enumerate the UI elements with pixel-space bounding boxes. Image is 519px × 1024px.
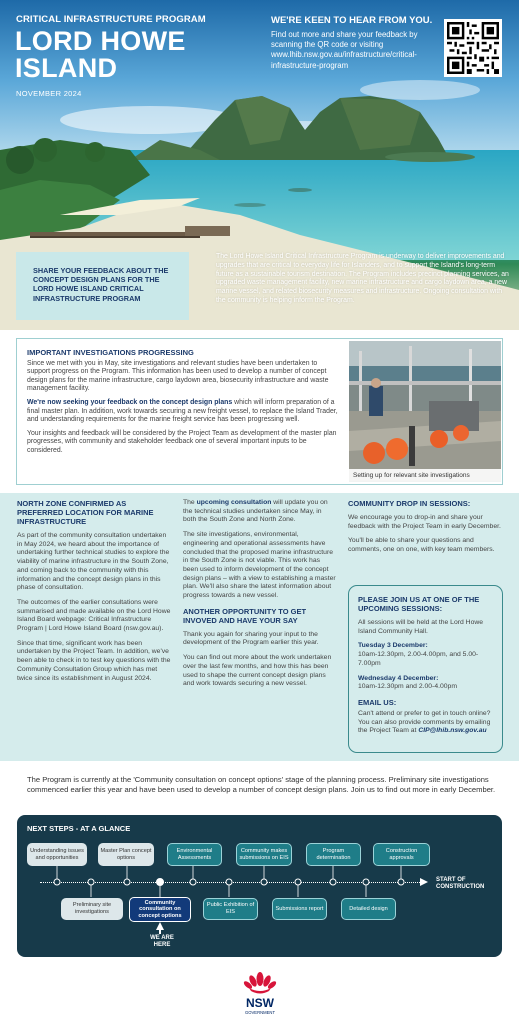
north-zone-p2: The outcomes of the earlier consultations were summarised and made available on the Lord Howe Island Board webpage: Critical Infrastructure Program | Lord Howe Island Board (nsw.gov.au). — [17, 598, 171, 633]
timeline-dot-current — [157, 879, 164, 886]
timeline-dot — [124, 879, 130, 885]
consultation-p3: Thank you again for sharing your input to the development of the Program earlier this year. — [183, 630, 319, 647]
step-community-submissions: Community makes submissions on EIS — [236, 843, 292, 866]
start-line-1: START OF — [436, 877, 466, 883]
start-of-construction — [436, 877, 484, 891]
intro-paragraph: The Lord Howe Island Critical Infrastructure Program is underway to deliver improvements and upgrades that are critical to everyday life for Islanders, and to support the Island's long-term future as a sustainable tourism destination. The Program includes precinct planning services, an upgraded waste management facility, new marine infrastructure and cargo laydown area, a new marine vessel, and related biosecurity measures and infrastructure. Ongoing consultation with the community is helping inform the Program. — [216, 253, 509, 304]
email-heading: EMAIL US: — [358, 697, 397, 707]
feedback-callout-text: SHARE YOUR FEEDBACK ABOUT THE CONCEPT DESIGN PLANS FOR THE LORD HOWE ISLAND CRITICAL INFRASTRUCTURE PROGRAM — [33, 266, 169, 303]
nsw-wordmark: NSW — [246, 996, 274, 1010]
government-wordmark: GOVERNMENT — [244, 1010, 276, 1015]
investigations-p2-rest: which will inform preparation of a final master plan. In addition, work towards securing a new freight vessel, to replace the Island Trader, and understanding requirements for the marine freight service has been progressing well. — [27, 398, 338, 424]
north-zone-p3: Since that time, significant work has been undertaken by the Project Team. In addition, we've been able to check in to test key questions with the Community Consultation Group which has met twice since its establishment in August 2024. — [17, 639, 171, 682]
email-text-body: Can't attend or prefer to get in touch online? You can also provide comments by emailing the Project Team at — [358, 709, 491, 735]
timeline-dot — [190, 879, 196, 885]
program-label: CRITICAL INFRASTRUCTURE PROGRAM — [16, 14, 206, 25]
step-determination: Program determination — [306, 843, 361, 866]
investigations-heading: IMPORTANT INVESTIGATIONS PROGRESSING — [27, 348, 194, 357]
investigations-p3: Your insights and feedback will be considered by the Project Team as development of the master plan progresses, with community and stakeholder feedback one of several important inputs to be considered. — [27, 429, 337, 454]
drop-in-heading: COMMUNITY DROP IN SESSIONS: — [348, 499, 471, 508]
timeline-dot — [88, 879, 94, 885]
north-zone-p1: As part of the community consultation undertaken in May 2024, we heard about the importance of undertaking further technical studies to explore the viability of marine infrastructure in the South Zone, and coming back to the community with this information and the concept design plans in this phase of consultation. — [17, 532, 170, 592]
consultation-p2: The site investigations, environmental, engineering and operational assessments have concluded that the proposed marine infrastructure in the South Zone is not viable. This work has been used to inform development of the concept design plans – with a view to establishing a master plan. We'll also share the latest information about progress towards a new vessel. — [183, 531, 336, 600]
nsw-government-logo — [235, 970, 285, 1018]
drop-in-p2: You'll be able to share your questions and comments, one on one, with key team members. — [348, 537, 495, 554]
title-line-1: LORD HOWE — [15, 26, 186, 56]
wednesday-times: 10am-12.30pm and 2.00-4.00pm — [358, 683, 457, 691]
photo-caption: Setting up for relevant site investigations — [349, 469, 501, 482]
wednesday-label: Wednesday 4 December: — [358, 674, 439, 682]
timeline-dot — [295, 879, 301, 885]
timeline-arrow-icon — [420, 878, 428, 886]
consultation-p1-post: will update you on the technical studies undertaken since May, in both the South Zone and North Zone. — [183, 499, 328, 524]
timeline-dot — [261, 879, 267, 885]
program-status-text: The Program is currently at the 'Community consultation on concept options' stage of the planning process. Preliminary site investigations commenced earlier this year and have been used to develop a number of concept design plans. Join us to find out more in early December. — [27, 775, 496, 794]
timeline-dot — [398, 879, 404, 885]
tuesday-times: 10am-12.30pm, 2.00-4.00pm, and 5.00-7.00pm — [358, 651, 479, 667]
publication-date: NOVEMBER 2024 — [16, 89, 82, 98]
timeline-dot — [54, 879, 60, 885]
keen-body: Find out more and share your feedback by scanning the QR code or visiting www.lhib.nsw.gov.au/infrastructure/critical-infrastructure-program — [271, 30, 418, 70]
step-public-exhibition: Public Exhibition of EIS — [203, 898, 258, 920]
step-detailed-design: Detailed design — [341, 898, 396, 920]
step-understanding: Understanding issues and opportunities — [27, 843, 87, 866]
timeline-dot — [363, 879, 369, 885]
next-steps-title: NEXT STEPS - AT A GLANCE — [27, 824, 131, 833]
sessions-heading: PLEASE JOIN US AT ONE OF THE UPCOMING SESSIONS: — [358, 595, 480, 613]
email-link[interactable]: CIP@lhib.nsw.gov.au — [418, 727, 487, 735]
step-preliminary-investigations: Preliminary site investigations — [61, 898, 123, 920]
timeline-dot — [226, 879, 232, 885]
step-submissions-report: Submissions report — [272, 898, 327, 920]
step-master-plan: Master Plan concept options — [98, 843, 154, 866]
consultation-p4: You can find out more about the work undertaken over the last few months, and how this has been used to shape the current concept design plans and work towards securing a new vessel. — [183, 654, 332, 688]
tuesday-label: Tuesday 3 December: — [358, 642, 428, 650]
consultation-p1-pre: The — [183, 499, 197, 506]
feedback-highlight: We're now seeking your feedback on the concept design plans — [27, 398, 233, 406]
title-line-2: ISLAND — [15, 53, 118, 83]
step-community-consultation-current: Community consultation on concept options — [129, 897, 191, 922]
drop-in-p1: We encourage you to drop-in and share your feedback with the Project Team in early December. — [348, 514, 501, 530]
upcoming-consultation-bold: upcoming consultation — [196, 499, 272, 506]
up-arrow-icon — [156, 922, 164, 930]
opportunity-heading: ANOTHER OPPORTUNITY TO GET INVOVED AND HAVE YOUR SAY — [183, 606, 307, 625]
investigations-p1: Since we met with you in May, site investigations and relevant studies have been undertaken to support progress on the Program. This information has been used to develop a number of concept design plans for the marine infrastructure, cargo laydown area, biosecurity infrastructure and waste management facility. — [27, 359, 329, 393]
sessions-location: All sessions will be held at the Lord Howe Island Community Hall. — [358, 619, 484, 635]
north-zone-heading: NORTH ZONE CONFIRMED AS PREFERRED LOCATION FOR MARINE INFRASTRUCTURE — [17, 499, 154, 526]
start-line-2: CONSTRUCTION — [436, 884, 485, 890]
timeline-dot — [330, 879, 336, 885]
step-construction-approvals: Construction approvals — [373, 843, 430, 866]
we-are-here-label: WE ARE HERE — [150, 935, 174, 948]
keen-heading: WE'RE KEEN TO HEAR FROM YOU. — [271, 15, 433, 26]
step-environmental: Environmental Assessments — [167, 843, 222, 866]
